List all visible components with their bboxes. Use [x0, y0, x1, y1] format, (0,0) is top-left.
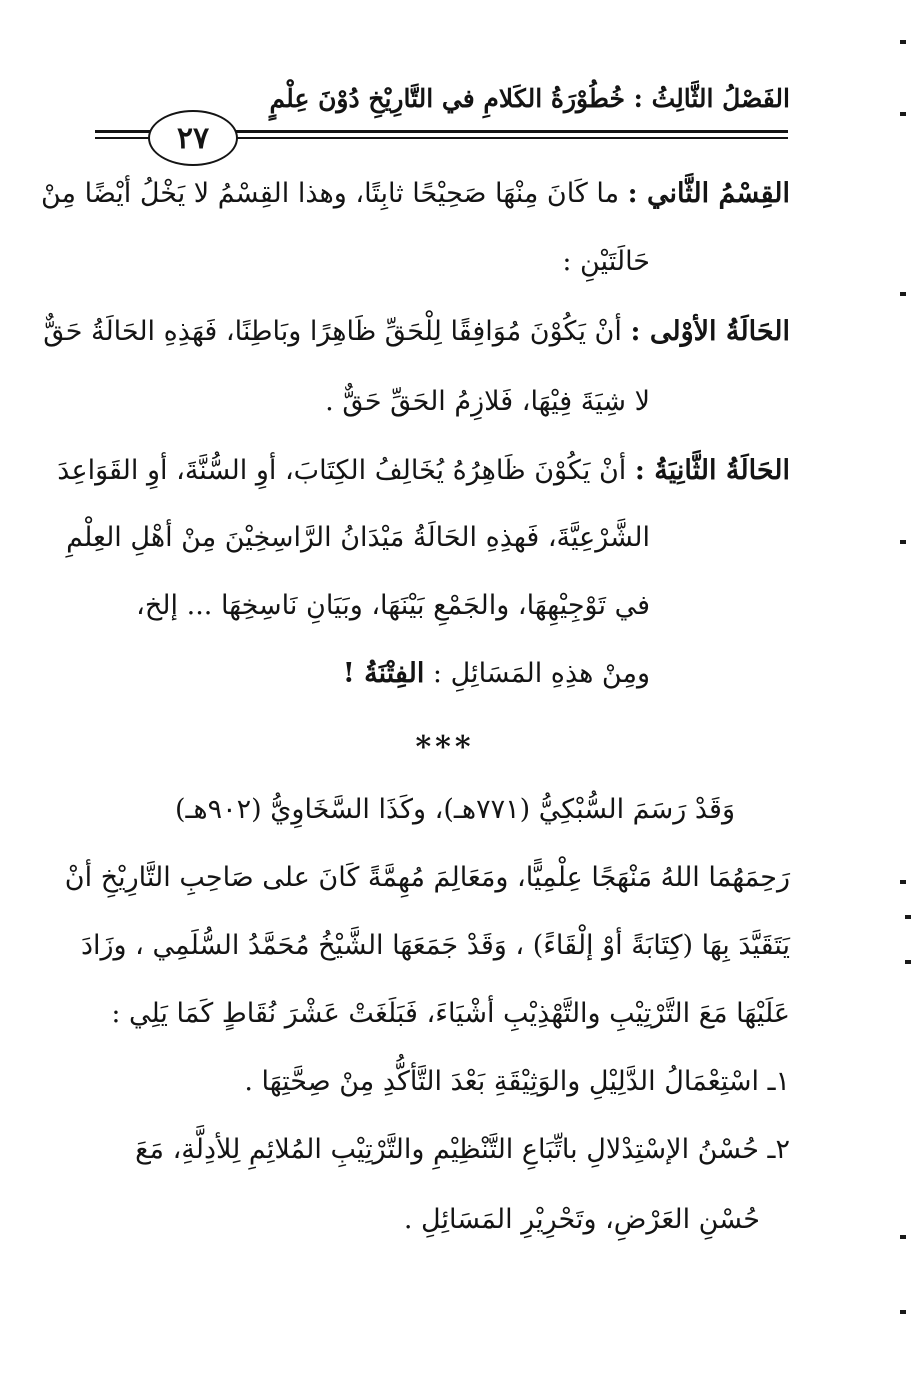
paragraph-text: ما كَانَ مِنْهَا صَحِيْحًا ثابِتًا، وهذا القِسْمُ لا يَخْلُ أيْضًا مِنْ	[41, 178, 620, 209]
paragraph-line: رَحِمَهُمَا اللهُ مَنْهَجًا عِلْمِيًّا، ومَعَالِمَ مُهِمَّةً كَانَ على صَاحِبِ التَّارِيْخِ أنْ	[64, 862, 790, 893]
scan-speck	[900, 292, 906, 296]
scan-speck	[905, 915, 911, 919]
section-separator: ***	[415, 730, 475, 765]
scan-speck	[900, 1235, 906, 1239]
list-item-continuation: حُسْنِ العَرْضِ، وتَحْرِيْرِ المَسَائِلِ .	[403, 1204, 760, 1235]
page-number: ٢٧	[176, 120, 210, 156]
paragraph-line: يَتَقَيَّدَ بِهَا (كِتَابَةً أوْ إلْقَاءً) ، وَقَدْ جَمَعَهَا الشَّيْخُ مُحَمَّدُ السُّلَمِي ، وزَادَ	[80, 930, 790, 961]
scan-speck	[905, 960, 911, 964]
closing-term: الفِتْنَةُ !	[342, 658, 425, 689]
scan-speck	[900, 1310, 906, 1314]
paragraph-line: وَقَدْ رَسَمَ السُّبْكِيُّ (٧٧١هـ)، وكَذَا السَّخَاوِيُّ (٩٠٢هـ)	[174, 794, 735, 825]
paragraph-line: في تَوْجِيْهِهَا، والجَمْعِ بَيْنَهَا، وبَيَانِ نَاسِخِهَا ... إلخ،	[136, 590, 650, 621]
paragraph-line: عَلَيْهَا مَعَ التَّرْتِيْبِ والتَّهْذِيْبِ أشْيَاءَ، فَبَلَغَتْ عَشْرَ نُقَاطٍ كَمَا يَلِي :	[111, 998, 790, 1029]
paragraph-line: حَالَتَيْنِ :	[562, 246, 650, 277]
paragraph-text: أنْ يَكُوْنَ ظَاهِرُهُ يُخَالِفُ الكِتَابَ، أوِ السُّنَّةَ، أوِ القَوَاعِدَ	[57, 455, 627, 486]
paragraph-line	[57, 457, 790, 484]
paragraph-text: أنْ يَكُوْنَ مُوَافِقًا لِلْحَقِّ ظَاهِرًا وبَاطِنًا، فَهَذِهِ الحَالَةُ حَقٌّ	[43, 316, 622, 347]
paragraph-line	[343, 660, 650, 687]
paragraph-line: لا شِيَةَ فِيْهَا، فَلازِمُ الحَقِّ حَقٌّ .	[325, 386, 650, 417]
paragraph-line	[41, 180, 790, 207]
scan-speck	[900, 880, 906, 884]
paragraph-line: الشَّرْعِيَّةَ، فَهذِهِ الحَالَةُ مَيْدَانُ الرَّاسِخِيْنَ مِنْ أهْلِ العِلْمِ	[66, 522, 650, 553]
list-item: ١ـ اسْتِعْمَالُ الدَّلِيْلِ والوَثِيْقَةِ بَعْدَ التَّأكُّدِ مِنْ صِحَّتِهَا .	[244, 1066, 790, 1097]
case-term: الحَالَةُ الأوْلى :	[630, 316, 790, 347]
running-header-title: الفَصْلُ الثَّالِثُ : خُطُوْرَةُ الكَلامِ في التَّارِيْخِ دُوْنَ عِلْمٍ	[269, 84, 790, 113]
section-term: القِسْمُ الثَّاني :	[627, 178, 790, 209]
scan-speck	[900, 540, 906, 544]
paragraph-text: ومِنْ هذِهِ المَسَائِلِ :	[432, 658, 650, 689]
page-number-badge	[148, 110, 238, 166]
case-term: الحَالَةُ الثَّانِيَةُ :	[634, 455, 790, 486]
paragraph-line	[43, 318, 790, 345]
scan-speck	[900, 112, 906, 116]
list-item: ٢ـ حُسْنُ الإسْتِدْلالِ باتِّبَاعِ التَّنْظِيْمِ والتَّرْتِيْبِ المُلائِمِ لِلأدِلَّةِ، مَعَ	[135, 1134, 790, 1165]
scan-speck	[900, 40, 906, 44]
